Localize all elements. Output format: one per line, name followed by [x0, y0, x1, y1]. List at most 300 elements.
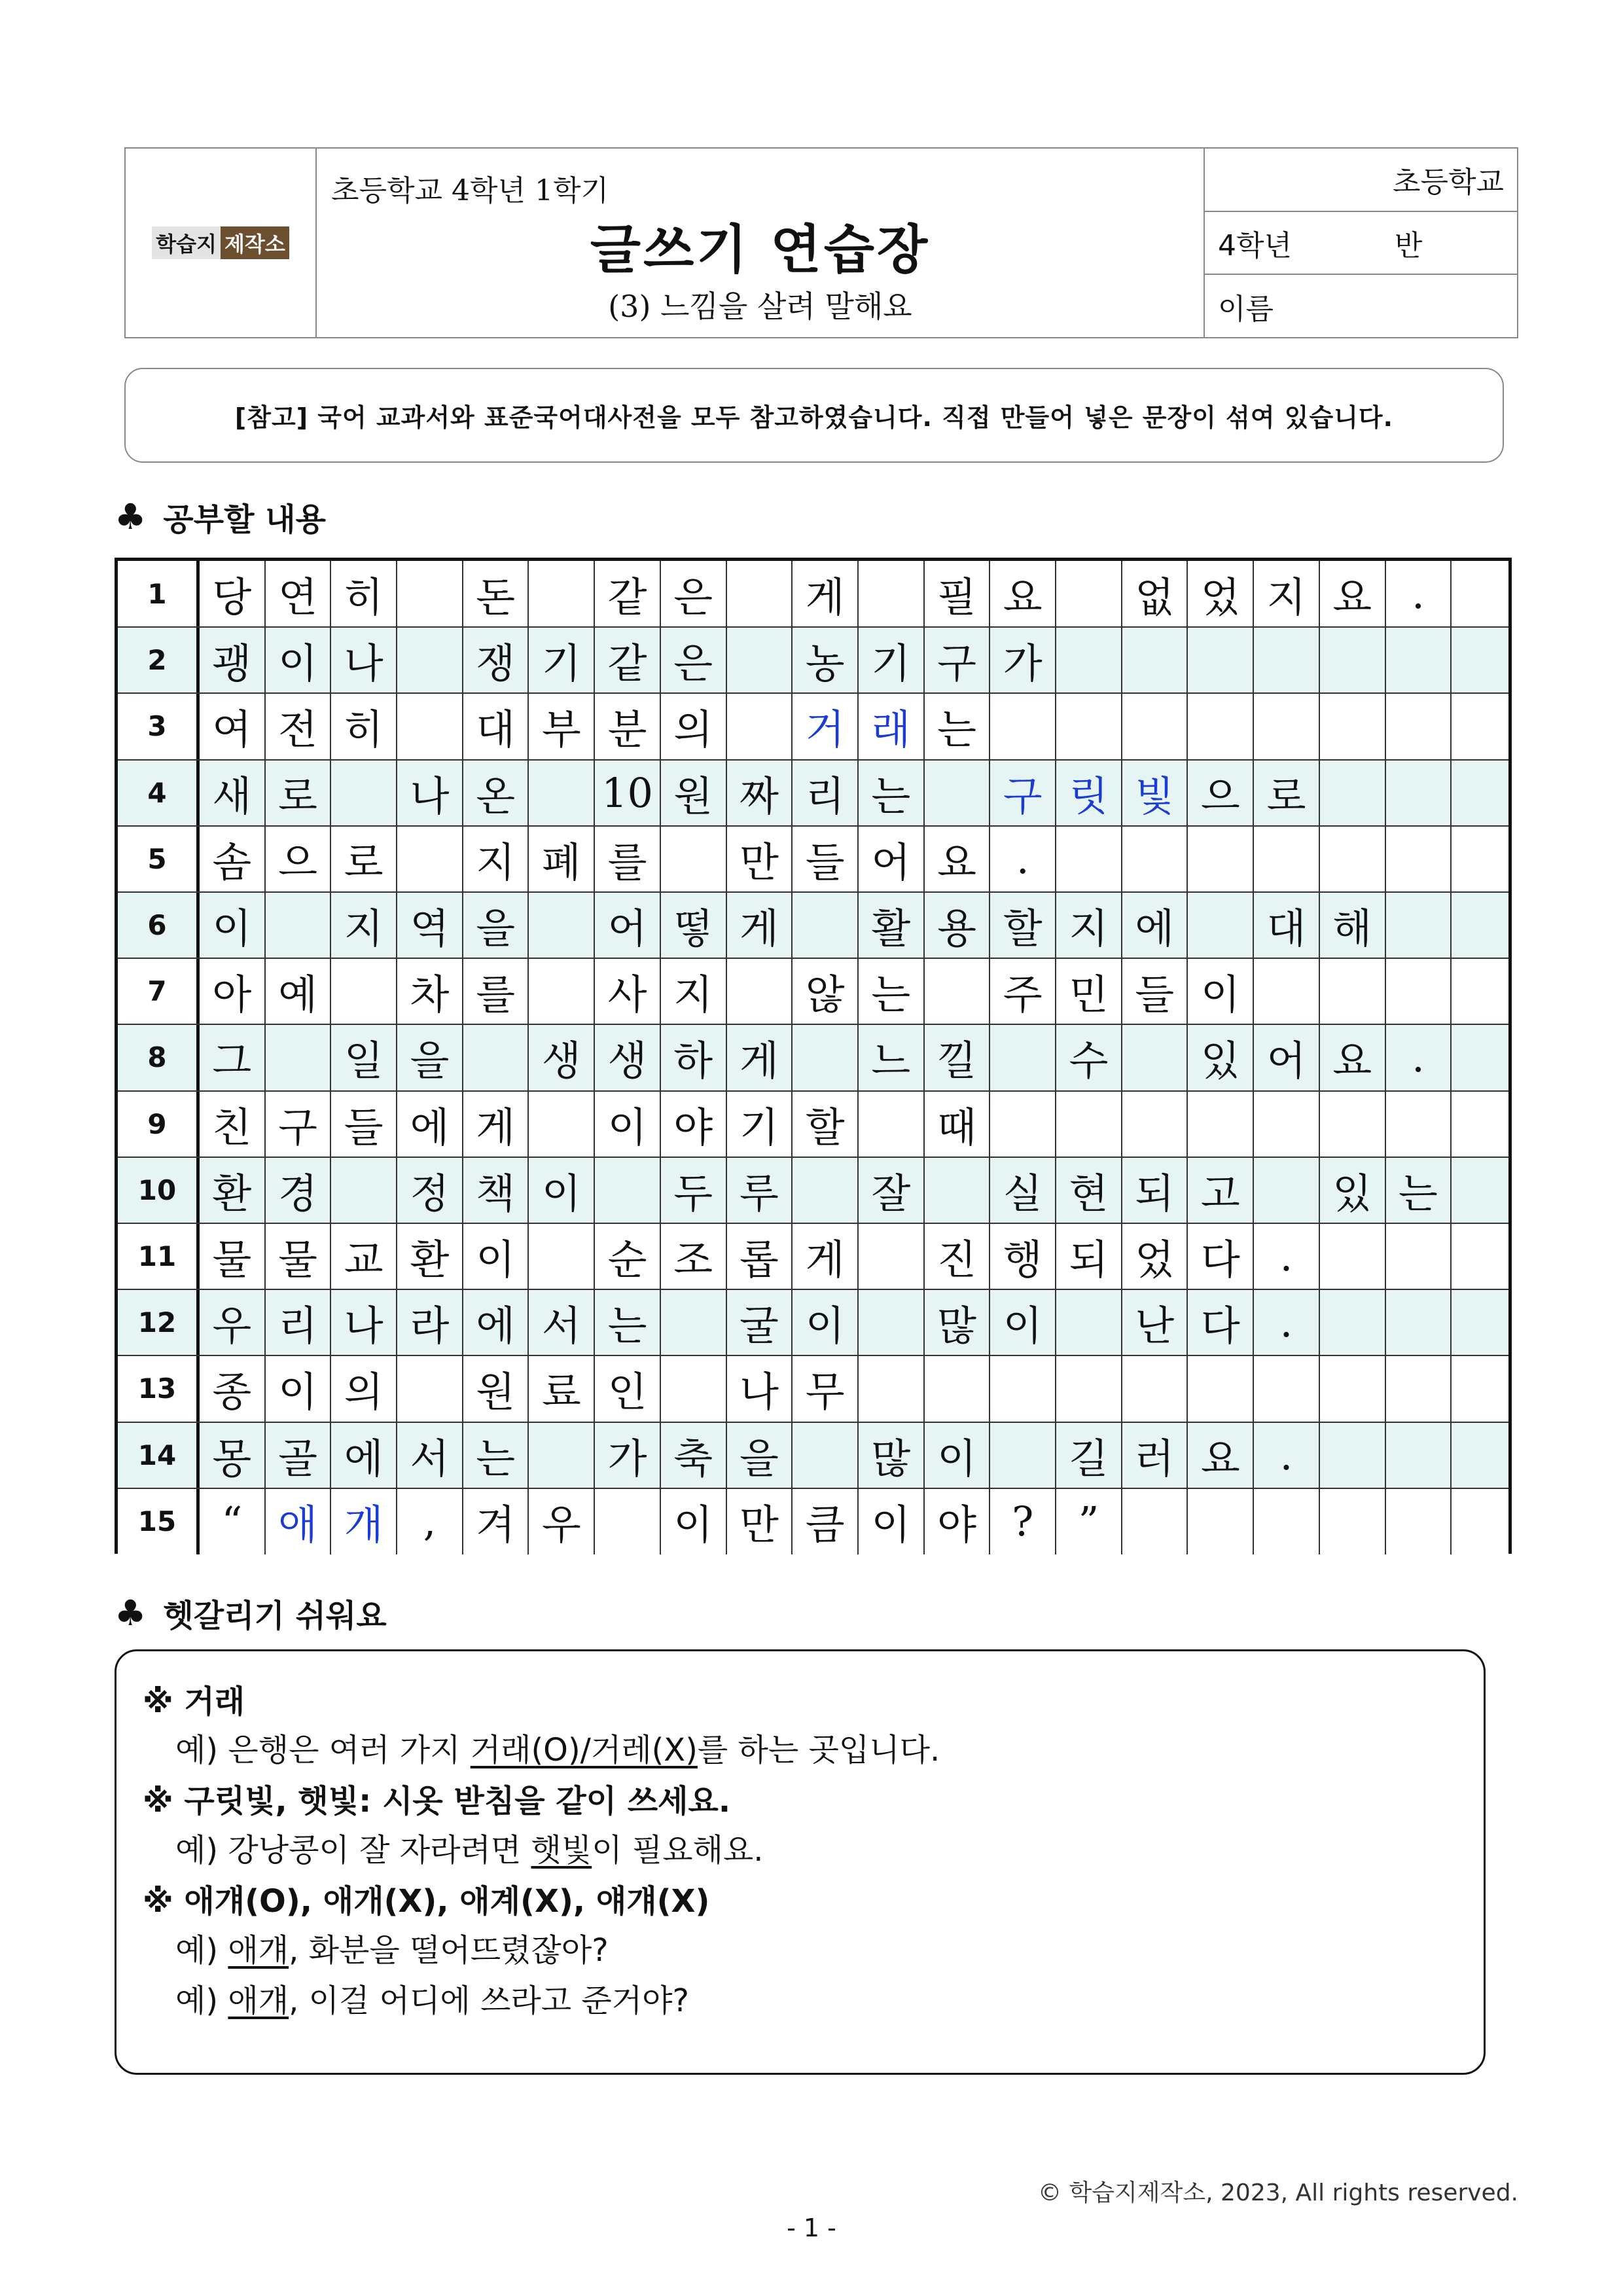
grid-cell[interactable]: 라	[397, 1289, 463, 1355]
grid-cell[interactable]: 떻	[661, 892, 727, 958]
grid-cell[interactable]	[793, 1422, 859, 1488]
grid-cell[interactable]: 요	[1320, 561, 1386, 627]
grid-cell[interactable]: 많	[925, 1289, 991, 1355]
grid-cell[interactable]: 이	[595, 1091, 661, 1157]
grid-cell[interactable]: 롭	[727, 1223, 793, 1289]
grid-cell[interactable]	[1386, 1422, 1452, 1488]
grid-cell[interactable]: 서	[529, 1289, 596, 1355]
grid-cell[interactable]	[1386, 1488, 1452, 1554]
grid-cell[interactable]: 애	[266, 1488, 332, 1554]
grid-cell[interactable]: 루	[727, 1157, 793, 1223]
grid-cell[interactable]: 폐	[529, 826, 596, 892]
grid-cell[interactable]: 으	[266, 826, 332, 892]
grid-cell[interactable]	[1320, 1488, 1386, 1554]
grid-cell[interactable]: 큼	[793, 1488, 859, 1554]
grid-cell[interactable]: 는	[463, 1422, 529, 1488]
grid-cell[interactable]: 10	[595, 760, 661, 826]
grid-cell[interactable]: 게	[463, 1091, 529, 1157]
grid-cell[interactable]: 을	[463, 892, 529, 958]
grid-cell[interactable]	[1056, 1091, 1122, 1157]
grid-cell[interactable]: 새	[200, 760, 266, 826]
grid-cell[interactable]	[397, 627, 463, 693]
grid-cell[interactable]: 여	[200, 693, 266, 759]
grid-cell[interactable]: 환	[200, 1157, 266, 1223]
grid-cell[interactable]: 에	[463, 1289, 529, 1355]
grid-cell[interactable]	[1386, 826, 1452, 892]
grid-cell[interactable]	[1320, 1091, 1386, 1157]
grid-cell[interactable]: 민	[1056, 958, 1122, 1024]
grid-cell[interactable]: 다	[1188, 1223, 1255, 1289]
grid-cell[interactable]: 나	[331, 627, 397, 693]
grid-cell[interactable]	[595, 1157, 661, 1223]
grid-cell[interactable]: 만	[727, 826, 793, 892]
grade-class-field[interactable]	[1205, 212, 1517, 276]
grid-cell[interactable]: 있	[1188, 1024, 1255, 1090]
grid-cell[interactable]: 게	[727, 892, 793, 958]
grid-cell[interactable]	[1122, 1488, 1188, 1554]
grid-cell[interactable]	[1320, 958, 1386, 1024]
grid-cell[interactable]: 연	[266, 561, 332, 627]
grid-cell[interactable]	[1188, 693, 1255, 759]
grid-cell[interactable]	[661, 1355, 727, 1422]
grid-cell[interactable]: 는	[859, 760, 925, 826]
grid-cell[interactable]: 이	[925, 1422, 991, 1488]
grid-cell[interactable]: 기	[727, 1091, 793, 1157]
grid-cell[interactable]	[793, 1024, 859, 1090]
grid-cell[interactable]: 때	[925, 1091, 991, 1157]
grid-cell[interactable]	[1188, 826, 1255, 892]
grid-cell[interactable]	[1056, 826, 1122, 892]
grid-cell[interactable]	[990, 1355, 1056, 1422]
grid-cell[interactable]	[331, 760, 397, 826]
grid-cell[interactable]	[1254, 1355, 1320, 1422]
grid-cell[interactable]: 인	[595, 1355, 661, 1422]
grid-cell[interactable]: 이	[1188, 958, 1255, 1024]
grid-cell[interactable]: 부	[529, 693, 596, 759]
grid-cell[interactable]	[1320, 1289, 1386, 1355]
grid-cell[interactable]	[1386, 693, 1452, 759]
grid-cell[interactable]: 빛	[1122, 760, 1188, 826]
grid-cell[interactable]: 물	[200, 1223, 266, 1289]
section-title: 공부할 내용	[163, 501, 326, 538]
grid-cell[interactable]: 차	[397, 958, 463, 1024]
grid-cell[interactable]: 우	[529, 1488, 596, 1554]
grid-cell[interactable]	[925, 760, 991, 826]
grid-cell[interactable]: 러	[1122, 1422, 1188, 1488]
grid-cell[interactable]	[1386, 1091, 1452, 1157]
grid-cell[interactable]: 원	[661, 760, 727, 826]
grid-cell[interactable]: 리	[793, 760, 859, 826]
grid-cell[interactable]: .	[1254, 1422, 1320, 1488]
grid-cell[interactable]	[1386, 627, 1452, 693]
grid-cell[interactable]: .	[1386, 1024, 1452, 1090]
grid-cell[interactable]: 은	[661, 561, 727, 627]
grid-cell[interactable]: 구	[990, 760, 1056, 826]
grid-cell[interactable]	[529, 1223, 596, 1289]
grid-cell[interactable]: 친	[200, 1091, 266, 1157]
grid-cell[interactable]: 으	[1188, 760, 1255, 826]
grid-cell[interactable]: ,	[397, 1488, 463, 1554]
grid-cell[interactable]: ?	[990, 1488, 1056, 1554]
grid-cell[interactable]: 조	[661, 1223, 727, 1289]
grid-cell[interactable]	[661, 1289, 727, 1355]
grid-cell[interactable]	[529, 760, 596, 826]
grid-cell[interactable]: 이	[859, 1488, 925, 1554]
grid-cell[interactable]: 일	[331, 1024, 397, 1090]
grid-cell[interactable]	[397, 693, 463, 759]
grid-cell[interactable]	[990, 1024, 1056, 1090]
grid-cell[interactable]: 게	[793, 1223, 859, 1289]
grid-cell[interactable]	[331, 958, 397, 1024]
grid-cell[interactable]	[1386, 892, 1452, 958]
grid-cell[interactable]: 야	[925, 1488, 991, 1554]
grid-cell[interactable]: 게	[793, 561, 859, 627]
grid-cell[interactable]: 이	[661, 1488, 727, 1554]
grid-cell[interactable]: 대	[463, 693, 529, 759]
grid-cell[interactable]: 역	[397, 892, 463, 958]
grid-cell[interactable]: 용	[925, 892, 991, 958]
grid-cell[interactable]: 는	[925, 693, 991, 759]
grid-cell[interactable]: 이	[990, 1289, 1056, 1355]
grid-cell[interactable]: 온	[463, 760, 529, 826]
grid-cell[interactable]: .	[1386, 561, 1452, 627]
grid-cell[interactable]	[727, 693, 793, 759]
grid-cell[interactable]: 쟁	[463, 627, 529, 693]
grid-cell[interactable]: 가	[595, 1422, 661, 1488]
grid-cell[interactable]: 물	[266, 1223, 332, 1289]
grid-cell[interactable]: 같	[595, 627, 661, 693]
grid-cell[interactable]: 몽	[200, 1422, 266, 1488]
grid-cell[interactable]: .	[1254, 1223, 1320, 1289]
grid-cell[interactable]	[1122, 826, 1188, 892]
grid-cell[interactable]	[1122, 1355, 1188, 1422]
grid-cell[interactable]: 이	[200, 892, 266, 958]
grid-cell[interactable]: ”	[1056, 1488, 1122, 1554]
grid-cell[interactable]: 할	[990, 892, 1056, 958]
grid-cell[interactable]: 두	[661, 1157, 727, 1223]
grid-cell[interactable]: 지	[661, 958, 727, 1024]
grid-cell[interactable]	[1188, 627, 1255, 693]
grid-cell[interactable]: 이	[793, 1289, 859, 1355]
grid-cell[interactable]: 는	[595, 1289, 661, 1355]
grid-cell[interactable]	[793, 1157, 859, 1223]
grid-cell[interactable]: 해	[1320, 892, 1386, 958]
grid-cell[interactable]	[1386, 958, 1452, 1024]
grid-cell[interactable]	[1122, 1091, 1188, 1157]
grid-cell[interactable]	[1056, 627, 1122, 693]
grid-cell[interactable]	[727, 561, 793, 627]
grid-cell[interactable]: 전	[266, 693, 332, 759]
grid-cell[interactable]: 나	[397, 760, 463, 826]
grid-cell[interactable]: 필	[925, 561, 991, 627]
grid-cell[interactable]	[1320, 627, 1386, 693]
grid-cell[interactable]	[859, 1355, 925, 1422]
grid-cell[interactable]: 이	[266, 1355, 332, 1422]
grid-cell[interactable]	[463, 1024, 529, 1090]
grid-cell[interactable]: 이	[463, 1223, 529, 1289]
grid-cell[interactable]: 기	[859, 627, 925, 693]
grid-cell[interactable]	[1386, 1223, 1452, 1289]
grid-cell[interactable]: 에	[397, 1091, 463, 1157]
grid-cell[interactable]: 요	[1320, 1024, 1386, 1090]
grid-cell[interactable]: 로	[266, 760, 332, 826]
grid-cell[interactable]	[529, 561, 596, 627]
grid-cell[interactable]: 분	[595, 693, 661, 759]
grid-cell[interactable]: 굴	[727, 1289, 793, 1355]
grid-cell[interactable]	[859, 561, 925, 627]
worksheet-header	[124, 147, 1518, 338]
grid-cell[interactable]: 않	[793, 958, 859, 1024]
grid-cell[interactable]: 거	[793, 693, 859, 759]
grid-cell[interactable]: 는	[859, 958, 925, 1024]
grid-cell[interactable]	[793, 892, 859, 958]
publisher-logo	[152, 226, 289, 259]
grid-cell[interactable]	[859, 1289, 925, 1355]
grid-cell[interactable]: 이	[529, 1157, 596, 1223]
grid-cell[interactable]: 짜	[727, 760, 793, 826]
grid-cell[interactable]	[1188, 1355, 1255, 1422]
grid-cell[interactable]	[1122, 693, 1188, 759]
grid-cell[interactable]: 활	[859, 892, 925, 958]
grid-cell[interactable]: 리	[266, 1289, 332, 1355]
grid-cell[interactable]: 어	[859, 826, 925, 892]
reference-note: [참고] 국어 교과서와 표준국어대사전을 모두 참고하였습니다. 직접 만들어 넣은 문장이 섞여 있습니다.	[124, 368, 1504, 463]
school-field[interactable]	[1205, 149, 1517, 212]
grid-cell[interactable]: 게	[727, 1024, 793, 1090]
grid-cell[interactable]: 는	[1386, 1157, 1452, 1223]
grid-cell[interactable]	[1320, 693, 1386, 759]
grid-cell[interactable]: 주	[990, 958, 1056, 1024]
grid-cell[interactable]: 요	[990, 561, 1056, 627]
grid-cell[interactable]: 사	[595, 958, 661, 1024]
grid-cell[interactable]	[1386, 1289, 1452, 1355]
grid-cell[interactable]	[727, 958, 793, 1024]
grid-cell[interactable]	[1320, 1355, 1386, 1422]
grid-cell[interactable]: 지	[1254, 561, 1320, 627]
grid-cell[interactable]	[925, 1355, 991, 1422]
grid-cell[interactable]: 종	[200, 1355, 266, 1422]
grid-cell[interactable]: 수	[1056, 1024, 1122, 1090]
grid-cell[interactable]: 낄	[925, 1024, 991, 1090]
grid-cell[interactable]: 없	[1122, 561, 1188, 627]
grid-cell[interactable]	[859, 1091, 925, 1157]
grid-cell[interactable]	[1320, 1422, 1386, 1488]
grid-cell[interactable]	[1254, 1157, 1320, 1223]
grid-cell[interactable]	[1386, 1355, 1452, 1422]
grid-cell[interactable]	[925, 958, 991, 1024]
grid-cell[interactable]: 구	[266, 1091, 332, 1157]
grid-cell[interactable]	[1122, 1024, 1188, 1090]
grid-cell[interactable]: 었	[1188, 561, 1255, 627]
grid-cell[interactable]: 히	[331, 693, 397, 759]
grid-cell[interactable]	[1320, 826, 1386, 892]
grid-cell[interactable]: 개	[331, 1488, 397, 1554]
row-divider	[118, 1422, 1508, 1423]
grid-cell[interactable]	[331, 1157, 397, 1223]
grid-cell[interactable]	[1254, 627, 1320, 693]
grid-cell[interactable]	[1320, 760, 1386, 826]
grid-cell-margin	[1452, 958, 1481, 1024]
grid-cell[interactable]: 다	[1188, 1289, 1255, 1355]
grid-cell[interactable]: 들	[331, 1091, 397, 1157]
grid-cell[interactable]	[1122, 627, 1188, 693]
grid-cell[interactable]: 농	[793, 627, 859, 693]
grid-cell[interactable]: 대	[1254, 892, 1320, 958]
grid-cell[interactable]: 생	[529, 1024, 596, 1090]
grid-cell[interactable]: 지	[1056, 892, 1122, 958]
grid-cell[interactable]: 생	[595, 1024, 661, 1090]
class-label: 반	[1395, 229, 1423, 262]
grid-cell[interactable]: 었	[1122, 1223, 1188, 1289]
grid-cell[interactable]: 무	[793, 1355, 859, 1422]
name-field[interactable]	[1205, 275, 1517, 337]
grid-cell[interactable]: 이	[266, 627, 332, 693]
grid-cell[interactable]	[727, 627, 793, 693]
grid-cell[interactable]: 되	[1056, 1223, 1122, 1289]
grid-cell[interactable]: 있	[1320, 1157, 1386, 1223]
grid-cell[interactable]: 예	[266, 958, 332, 1024]
grid-cell[interactable]: 교	[331, 1223, 397, 1289]
grid-cell[interactable]: 골	[266, 1422, 332, 1488]
grid-cell[interactable]	[990, 1422, 1056, 1488]
grid-cell[interactable]: 히	[331, 561, 397, 627]
grid-cell[interactable]	[1254, 1091, 1320, 1157]
grid-cell[interactable]: 요	[925, 826, 991, 892]
grid-cell[interactable]: 우	[200, 1289, 266, 1355]
grid-cell[interactable]	[1188, 1488, 1255, 1554]
grid-cell[interactable]: 가	[990, 627, 1056, 693]
grid-cell[interactable]: 책	[463, 1157, 529, 1223]
grid-cell[interactable]: 원	[463, 1355, 529, 1422]
grid-cell[interactable]: 되	[1122, 1157, 1188, 1223]
grid-cell[interactable]	[529, 1091, 596, 1157]
grid-cell[interactable]: 래	[859, 693, 925, 759]
grid-cell[interactable]: 축	[661, 1422, 727, 1488]
grid-cell[interactable]: 지	[331, 892, 397, 958]
grid-cell[interactable]	[661, 826, 727, 892]
example-highlight: 햇빛	[531, 1832, 592, 1869]
grid-cell[interactable]: 현	[1056, 1157, 1122, 1223]
grid-cell[interactable]: 솜	[200, 826, 266, 892]
grid-cell[interactable]	[1056, 561, 1122, 627]
grid-cell[interactable]: 나	[727, 1355, 793, 1422]
grid-cell[interactable]: 실	[990, 1157, 1056, 1223]
grid-cell[interactable]: 잘	[859, 1157, 925, 1223]
grid-cell[interactable]: 릿	[1056, 760, 1122, 826]
grid-cell[interactable]: 어	[595, 892, 661, 958]
grid-row	[118, 958, 1508, 1024]
grid-cell[interactable]	[1056, 693, 1122, 759]
grid-cell[interactable]	[1254, 693, 1320, 759]
grid-cell[interactable]	[529, 1422, 596, 1488]
grid-cell[interactable]	[990, 1091, 1056, 1157]
grid-cell[interactable]	[1254, 826, 1320, 892]
tip-example	[175, 1925, 609, 1970]
grid-cell[interactable]	[529, 892, 596, 958]
grid-cell[interactable]: 료	[529, 1355, 596, 1422]
grid-cell[interactable]: 서	[397, 1422, 463, 1488]
grid-cell[interactable]: 로	[1254, 760, 1320, 826]
grid-cell[interactable]	[1056, 1355, 1122, 1422]
grid-cell[interactable]	[397, 1355, 463, 1422]
grid-cell[interactable]	[1056, 1289, 1122, 1355]
grid-cell[interactable]: 를	[595, 826, 661, 892]
grid-cell[interactable]: 겨	[463, 1488, 529, 1554]
grid-cell[interactable]: 로	[331, 826, 397, 892]
grid-cell[interactable]: 괭	[200, 627, 266, 693]
grid-cell[interactable]: 구	[925, 627, 991, 693]
grid-cell[interactable]: 야	[661, 1091, 727, 1157]
grid-cell[interactable]: 에	[331, 1422, 397, 1488]
grid-cell[interactable]: 같	[595, 561, 661, 627]
grid-cell[interactable]	[266, 1024, 332, 1090]
grid-cell[interactable]: 길	[1056, 1422, 1122, 1488]
grid-cell[interactable]	[266, 892, 332, 958]
grid-cell[interactable]: 요	[1188, 1422, 1255, 1488]
grid-cell[interactable]: 아	[200, 958, 266, 1024]
grid-cell[interactable]: 난	[1122, 1289, 1188, 1355]
grid-cell[interactable]	[1386, 760, 1452, 826]
grid-cell[interactable]: .	[990, 826, 1056, 892]
grid-cell[interactable]	[595, 1488, 661, 1554]
grid-cell[interactable]: 환	[397, 1223, 463, 1289]
grid-cell[interactable]: 고	[1188, 1157, 1255, 1223]
grid-cell[interactable]	[529, 958, 596, 1024]
grid-cell[interactable]	[397, 826, 463, 892]
grid-cell[interactable]: 을	[727, 1422, 793, 1488]
grid-row	[118, 693, 1508, 759]
grid-cell[interactable]: 에	[1122, 892, 1188, 958]
grid-cell[interactable]: 진	[925, 1223, 991, 1289]
grid-cell[interactable]: 행	[990, 1223, 1056, 1289]
grid-cell[interactable]: 많	[859, 1422, 925, 1488]
grid-cell[interactable]	[1254, 958, 1320, 1024]
grid-cell[interactable]: 할	[793, 1091, 859, 1157]
grid-cell[interactable]: 만	[727, 1488, 793, 1554]
grid-cell[interactable]: 들	[1122, 958, 1188, 1024]
grid-cell[interactable]: 하	[661, 1024, 727, 1090]
grid-cell[interactable]: 들	[793, 826, 859, 892]
grid-cell[interactable]: 나	[331, 1289, 397, 1355]
grid-cell[interactable]	[1254, 1488, 1320, 1554]
grid-cell[interactable]: 경	[266, 1157, 332, 1223]
grid-cell[interactable]: .	[1254, 1289, 1320, 1355]
grid-cell[interactable]: 의	[331, 1355, 397, 1422]
grid-cell[interactable]: 그	[200, 1024, 266, 1090]
grid-cell[interactable]	[1188, 892, 1255, 958]
grid-cell[interactable]: 의	[661, 693, 727, 759]
grid-cell[interactable]: 을	[397, 1024, 463, 1090]
grid-cell[interactable]: 순	[595, 1223, 661, 1289]
grid-cell[interactable]	[990, 693, 1056, 759]
grid-cell[interactable]: 기	[529, 627, 596, 693]
grid-cell[interactable]: 정	[397, 1157, 463, 1223]
grid-cell[interactable]	[925, 1157, 991, 1223]
grid-cell[interactable]	[1188, 1091, 1255, 1157]
grid-cell[interactable]: 은	[661, 627, 727, 693]
grid-cell[interactable]: 지	[463, 826, 529, 892]
grid-cell[interactable]: 돈	[463, 561, 529, 627]
grid-cell[interactable]: 당	[200, 561, 266, 627]
row-number: 15	[118, 1488, 200, 1554]
grid-cell[interactable]: “	[200, 1488, 266, 1554]
grid-cell[interactable]: 느	[859, 1024, 925, 1090]
grid-cell[interactable]: 어	[1254, 1024, 1320, 1090]
grid-cell[interactable]	[1320, 1223, 1386, 1289]
grid-cell[interactable]	[397, 561, 463, 627]
grid-cell[interactable]: 를	[463, 958, 529, 1024]
grid-cell[interactable]	[859, 1223, 925, 1289]
